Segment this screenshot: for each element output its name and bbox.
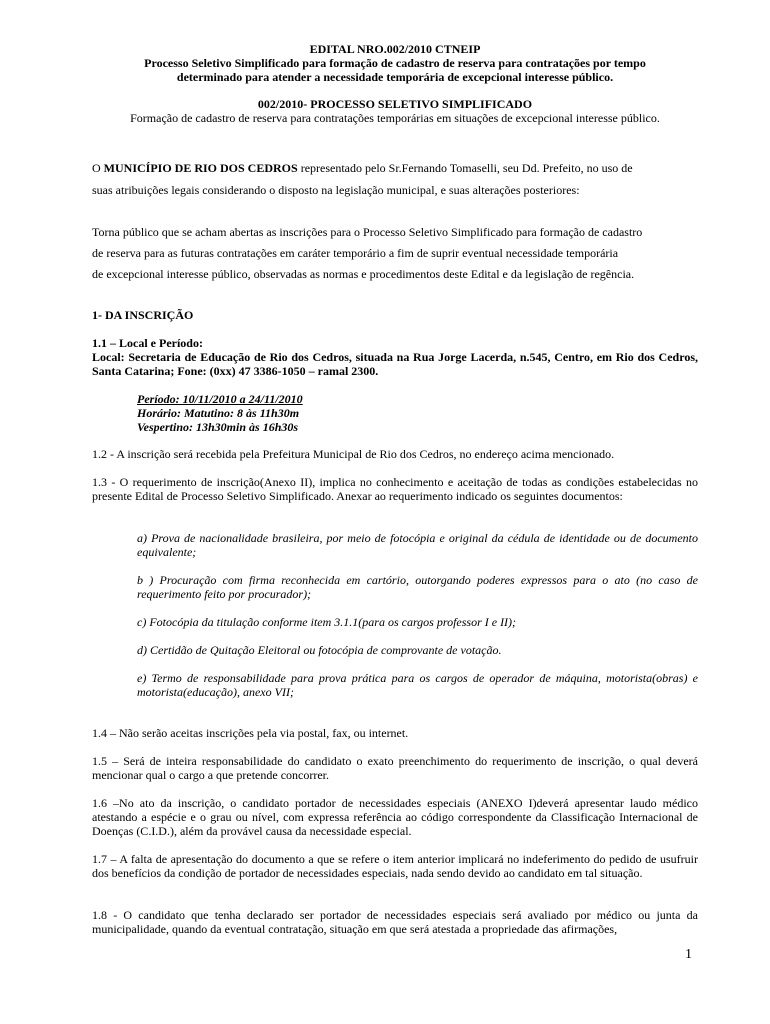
vespertino: Vespertino: 13h30min às 16h30s <box>137 420 299 434</box>
section-1-heading: 1- DA INSCRIÇÃO <box>92 308 194 322</box>
section-1-4: 1.4 – Não serão aceitas inscrições pela via postal, fax, ou internet. <box>92 726 409 740</box>
intro-paragraph-2-line2: de reserva para as futuras contratações em caráter temporário a fim de suprir eventual necessidade temporária <box>92 246 619 260</box>
intro-prefix: O <box>92 161 104 175</box>
periodo: Período: 10/11/2010 a 24/11/2010 <box>137 392 303 406</box>
document-item-c: c) Fotocópia da titulação conforme item 3.1.1(para os cargos professor I e II); <box>137 615 517 629</box>
section-1-1-local: Local: Secretaria de Educação de Rio dos Cedros, situada na Rua Jorge Lacerda, n.545, Centro, em Rio dos Cedros, Santa Catarina; Fone: (0xx) 47 3386-1050 – ramal 2300. <box>92 350 698 378</box>
document-item-d: d) Certidão de Quitação Eleitoral ou fotocópia de comprovante de votação. <box>137 643 502 657</box>
section-1-1-heading: 1.1 – Local e Período: <box>92 336 203 350</box>
document-item-e: e) Termo de responsabilidade para prova prática para os cargos de operador de máquina, motorista(obras) e motorista(educação), anexo VII; <box>137 671 698 699</box>
section-1-2: 1.2 - A inscrição será recebida pela Prefeitura Municipal de Rio dos Cedros, no endereço acima mencionado. <box>92 447 615 461</box>
horario: Horário: Matutino: 8 às 11h30m <box>137 406 300 420</box>
page-number: 1 <box>685 947 692 962</box>
edital-title: EDITAL NRO.002/2010 CTNEIP <box>309 42 481 56</box>
document-item-a: a) Prova de nacionalidade brasileira, por meio de fotocópia e original da cédula de identidade ou de documento equivalente; <box>137 531 698 559</box>
intro-paragraph-1-line1 <box>92 161 698 175</box>
section-1-7: 1.7 – A falta de apresentação do documento a que se refere o item anterior implicará no indeferimento do pedido de usufruir dos benefícios da condição de portador de necessidades especiais, nada sendo devido ao candidato em tal situação. <box>92 852 698 880</box>
section-1-3: 1.3 - O requerimento de inscrição(Anexo II), implica no conhecimento e aceitação de todas as condições estabelecidas no presente Edital de Processo Seletivo Simplificado. Anexar ao requerimento indicado os seguintes documentos: <box>92 475 698 503</box>
section-1-5: 1.5 – Será de inteira responsabilidade do candidato o exato preenchimento do requerimento de inscrição, o qual deverá mencionar qual o cargo a que pretende concorrer. <box>92 754 698 782</box>
process-description: Formação de cadastro de reserva para contratações temporárias em situações de excepcional interesse público. <box>130 111 660 125</box>
process-title: 002/2010- PROCESSO SELETIVO SIMPLIFICADO <box>257 97 533 111</box>
document-item-b: b ) Procuração com firma reconhecida em cartório, outorgando poderes expressos para o ato (no caso de requerimento feito por procurador); <box>137 573 698 601</box>
intro-paragraph-1-line2: suas atribuições legais considerando o disposto na legislação municipal, e suas alterações posteriores: <box>92 183 580 197</box>
intro-line1-rest: representado pelo Sr.Fernando Tomaselli, seu Dd. Prefeito, no uso de <box>297 161 633 175</box>
section-1-6: 1.6 –No ato da inscrição, o candidato portador de necessidades especiais (ANEXO I)deverá apresentar laudo médico atestando a espécie e o grau ou nível, com expressa referência ao código correspondente da Classificação Internacional de Doenças (C.I.D.), além da provável causa da necessidade especial. <box>92 796 698 838</box>
edital-subtitle-line2: determinado para atender a necessidade temporária de excepcional interesse público. <box>176 70 614 84</box>
intro-paragraph-2-line3: de excepcional interesse público, observadas as normas e procedimentos deste Edital e da legislação de regência. <box>92 267 635 281</box>
edital-subtitle-line1: Processo Seletivo Simplificado para formação de cadastro de reserva para contratações por tempo <box>144 56 646 70</box>
municipality-name: MUNICÍPIO DE RIO DOS CEDROS <box>103 161 298 175</box>
intro-paragraph-2-line1: Torna público que se acham abertas as inscrições para o Processo Seletivo Simplificado para formação de cadastro <box>92 225 643 239</box>
section-1-8: 1.8 - O candidato que tenha declarado ser portador de necessidades especiais será avaliado por médico ou junta da municipalidade, quando da eventual contratação, situação em que será atestada a propriedade das afirmações, <box>92 908 698 936</box>
